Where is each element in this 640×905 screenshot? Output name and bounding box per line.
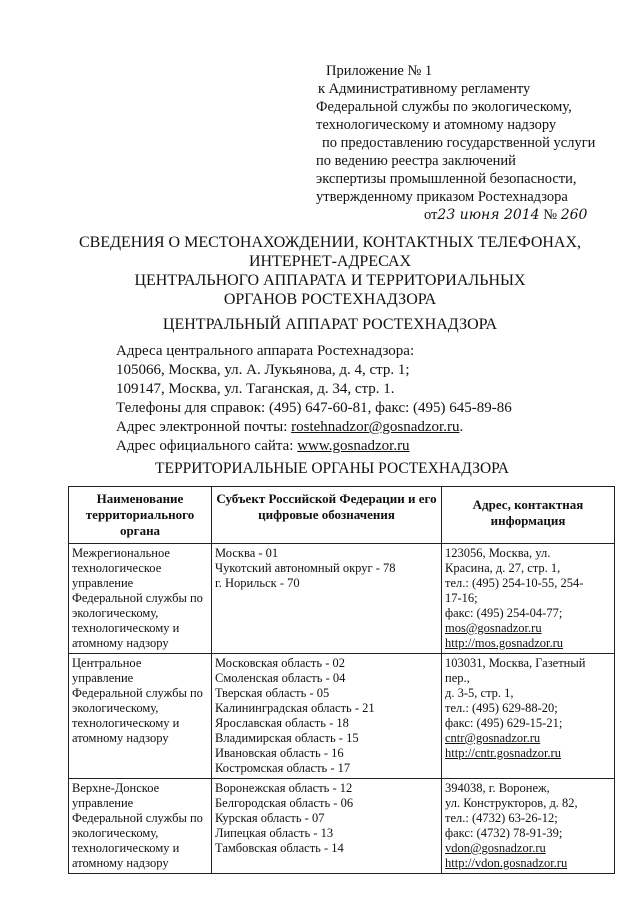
title-line: ИНТЕРНЕТ-АДРЕСАХ xyxy=(248,253,412,270)
territorial-body-name xyxy=(69,544,212,654)
email-label: Адрес электронной почты: xyxy=(116,419,292,435)
central-email-link[interactable]: rostehnadzor@gosnadzor.ru xyxy=(291,419,460,435)
subject-item: Чукотский автономный округ - 78 xyxy=(215,561,396,575)
order-number-handwritten: 260 xyxy=(560,207,588,223)
name-line: управление xyxy=(72,671,134,685)
name-line: Федеральной службы по xyxy=(72,811,203,825)
appendix-line: по предоставлению государственной услуги xyxy=(322,135,596,151)
subject-item: Калининградская область - 21 xyxy=(215,701,375,715)
appendix-line: экспертизы промышленной безопасности, xyxy=(316,171,577,187)
site-label: Адрес официального сайта: xyxy=(116,438,298,454)
table-row xyxy=(69,544,615,654)
name-line: атомному надзору xyxy=(72,636,169,650)
central-site-line xyxy=(116,437,626,456)
appendix-line: Федеральной службы по экологическому, xyxy=(316,99,572,115)
header-contact: Адрес, контактная информация xyxy=(442,487,615,544)
contact-line: Красина, д. 27, стр. 1, xyxy=(445,561,561,575)
website-link[interactable]: http://vdon.gosnadzor.ru xyxy=(445,856,568,870)
table-header-row xyxy=(69,487,615,544)
name-line: Федеральной службы по xyxy=(72,686,203,700)
contact-info xyxy=(442,544,615,654)
table-body xyxy=(69,544,615,874)
central-phones: Телефоны для справок: (495) 647-60-81, факс: (495) 645-89-86 xyxy=(116,400,512,416)
subject-item: Московская область - 02 xyxy=(215,656,345,670)
contact-line: тел.: (4732) 63-26-12; xyxy=(445,811,558,825)
central-site-link[interactable]: www.gosnadzor.ru xyxy=(297,438,410,454)
order-prefix: от xyxy=(424,207,438,223)
contact-line: 394038, г. Воронеж, xyxy=(445,781,550,795)
central-heading: ЦЕНТРАЛЬНЫЙ АППАРАТ РОСТЕХНАДЗОРА xyxy=(162,316,498,333)
website-link[interactable]: http://cntr.gosnadzor.ru xyxy=(445,746,561,760)
table-row xyxy=(69,779,615,874)
appendix-line: утвержденному приказом Ростехнадзора xyxy=(316,189,568,205)
contact-line: факс: (495) 629-15-21; xyxy=(445,716,563,730)
title-line: ЦЕНТРАЛЬНОГО АППАРАТА И ТЕРРИТОРИАЛЬНЫХ xyxy=(134,272,526,289)
subject-item: г. Норильск - 70 xyxy=(215,576,300,590)
contact-line: 17-16; xyxy=(445,591,478,605)
central-address-2: 109147, Москва, ул. Таганская, д. 34, стр. 1. xyxy=(116,381,395,397)
name-line: технологическому и xyxy=(72,841,180,855)
name-line: Верхне-Донское xyxy=(72,781,160,795)
name-line: экологическому, xyxy=(72,826,159,840)
name-line: атомному надзору xyxy=(72,856,169,870)
email-link[interactable]: mos@gosnadzor.ru xyxy=(445,621,542,635)
order-line xyxy=(316,206,616,224)
subject-item: Воронежская область - 12 xyxy=(215,781,353,795)
email-link[interactable]: cntr@gosnadzor.ru xyxy=(445,731,541,745)
territorial-heading: ТЕРРИТОРИАЛЬНЫЕ ОРГАНЫ РОСТЕХНАДЗОРА xyxy=(155,460,509,477)
contact-line: тел.: (495) 629-88-20; xyxy=(445,701,558,715)
contact-info xyxy=(442,654,615,779)
name-line: экологическому, xyxy=(72,606,159,620)
table-row xyxy=(69,654,615,779)
appendix-line: по ведению реестра заключений xyxy=(316,153,516,169)
name-line: технологическое xyxy=(72,561,162,575)
subject-item: Липецкая область - 13 xyxy=(215,826,334,840)
subject-item: Тамбовская область - 14 xyxy=(215,841,344,855)
order-date-handwritten: 23 июня 2014 xyxy=(437,207,540,223)
central-email-line: Адрес электронной почты: rostehnadzor@gosnadzor.ru. xyxy=(116,419,464,435)
name-line: управление xyxy=(72,576,134,590)
territorial-body-name xyxy=(69,654,212,779)
subject-item: Белгородская область - 06 xyxy=(215,796,354,810)
name-line: Межрегиональное xyxy=(72,546,170,560)
name-line: технологическому и xyxy=(72,621,180,635)
name-line: технологическому и xyxy=(72,716,180,730)
subject-item: Владимирская область - 15 xyxy=(215,731,359,745)
header-name: Наименование территориального органа xyxy=(69,487,212,544)
appendix-line: к Административному регламенту xyxy=(318,81,531,97)
contact-line: пер., xyxy=(445,671,470,685)
central-info xyxy=(116,342,626,456)
contact-line: факс: (4732) 78-91-39; xyxy=(445,826,563,840)
appendix-block xyxy=(316,62,616,224)
federal-subjects xyxy=(212,654,442,779)
subject-item: Смоленская область - 04 xyxy=(215,671,346,685)
order-number-label: № xyxy=(543,207,558,223)
central-address-label: Адреса центрального аппарата Ростехнадзора: xyxy=(116,343,415,359)
federal-subjects xyxy=(212,779,442,874)
subject-item: Ярославская область - 18 xyxy=(215,716,349,730)
subject-item: Ивановская область - 16 xyxy=(215,746,344,760)
email-link[interactable]: vdon@gosnadzor.ru xyxy=(445,841,546,855)
subject-item: Курская область - 07 xyxy=(215,811,325,825)
name-line: Центральное xyxy=(72,656,142,670)
contact-line: 123056, Москва, ул. xyxy=(445,546,551,560)
header-subjects: Субъект Российской Федерации и его цифровые обозначения xyxy=(212,487,442,544)
subject-item: Костромская область - 17 xyxy=(215,761,351,775)
website-link[interactable]: http://mos.gosnadzor.ru xyxy=(445,636,564,650)
subject-item: Тверская область - 05 xyxy=(215,686,330,700)
title-line: ОРГАНОВ РОСТЕХНАДЗОРА xyxy=(223,291,437,308)
territorial-bodies-table xyxy=(68,486,615,874)
contact-line: д. 3-5, стр. 1, xyxy=(445,686,514,700)
name-line: атомному надзору xyxy=(72,731,169,745)
contact-line: 103031, Москва, Газетный xyxy=(445,656,586,670)
contact-line: тел.: (495) 254-10-55, 254- xyxy=(445,576,584,590)
contact-line: факс: (495) 254-04-77; xyxy=(445,606,563,620)
central-address-1: 105066, Москва, ул. А. Лукьянова, д. 4, стр. 1; xyxy=(116,362,410,378)
name-line: Федеральной службы по xyxy=(72,591,203,605)
federal-subjects xyxy=(212,544,442,654)
name-line: экологическому, xyxy=(72,701,159,715)
name-line: управление xyxy=(72,796,134,810)
title-line: СВЕДЕНИЯ О МЕСТОНАХОЖДЕНИИ, КОНТАКТНЫХ ТЕЛЕФОНАХ, xyxy=(78,234,582,251)
document-title xyxy=(40,233,620,309)
appendix-line: технологическому и атомному надзору xyxy=(316,117,557,133)
territorial-body-name xyxy=(69,779,212,874)
contact-info xyxy=(442,779,615,874)
appendix-line: Приложение № 1 xyxy=(326,63,433,79)
subject-item: Москва - 01 xyxy=(215,546,279,560)
contact-line: ул. Конструкторов, д. 82, xyxy=(445,796,578,810)
